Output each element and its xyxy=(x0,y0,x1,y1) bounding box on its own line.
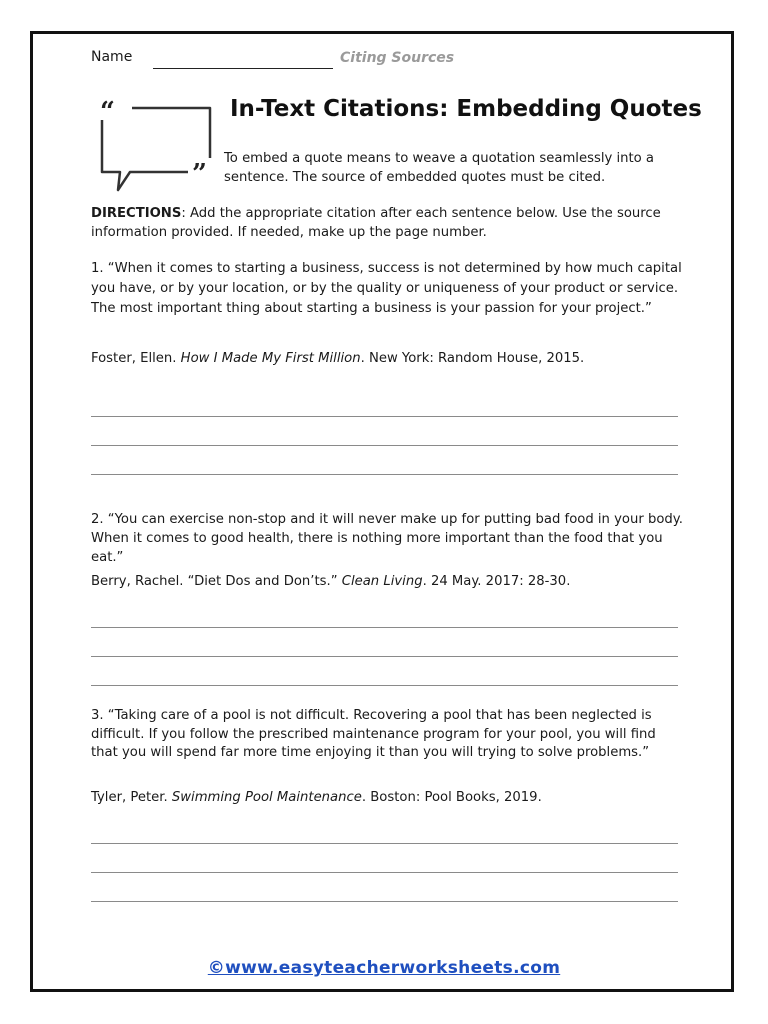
answer-line-2a[interactable] xyxy=(91,627,678,628)
question-3: 3. “Taking care of a pool is not difficult. Recovering a pool that has been neglected is difficult. If you follow the prescribed maintenance program for your pool, you will find that you will spend far more time enjoying it than you will trying to solve problems.” xyxy=(91,708,656,760)
source-3-author: Tyler, Peter. xyxy=(91,790,172,805)
name-blank-line xyxy=(153,68,333,69)
answer-line-1b[interactable] xyxy=(91,445,678,446)
answer-line-3c[interactable] xyxy=(91,901,678,902)
source-1 xyxy=(91,351,584,366)
question-1: 1. “When it comes to starting a business, success is not determined by how much capital you have, or by your location, or by the quality or uniqueness of your product or service. The most important thing about starting a business is your passion for your project.” xyxy=(91,261,682,316)
answer-line-3a[interactable] xyxy=(91,843,678,844)
source-1-title: How I Made My First Million xyxy=(180,351,361,366)
topic-label: Citing Sources xyxy=(340,50,455,66)
source-3 xyxy=(91,790,542,805)
directions-label: DIRECTIONS xyxy=(91,206,182,221)
footer-link[interactable]: ©www.easyteacherworksheets.com xyxy=(207,958,561,978)
answer-line-3b[interactable] xyxy=(91,872,678,873)
source-3-title: Swimming Pool Maintenance xyxy=(171,790,362,805)
answer-line-1a[interactable] xyxy=(91,416,678,417)
quote-bubble-icon xyxy=(96,98,216,194)
answer-line-2c[interactable] xyxy=(91,685,678,686)
source-2-pub: . 24 May. 2017: 28-30. xyxy=(422,574,571,589)
page-title: In-Text Citations: Embedding Quotes xyxy=(230,96,702,122)
answer-line-2b[interactable] xyxy=(91,656,678,657)
name-label: Name xyxy=(91,49,133,65)
source-2-title: Clean Living xyxy=(341,574,423,589)
svg-text:”: ” xyxy=(192,159,207,189)
answer-line-1c[interactable] xyxy=(91,474,678,475)
source-2-author: Berry, Rachel. “Diet Dos and Don’ts.” xyxy=(91,574,342,589)
source-1-pub: . New York: Random House, 2015. xyxy=(360,351,585,366)
question-2: 2. “You can exercise non-stop and it will never make up for putting bad food in your body. When it comes to good health, there is nothing more important than the food that you eat.” xyxy=(91,512,683,565)
directions xyxy=(91,204,681,242)
svg-text:“: “ xyxy=(100,98,115,127)
directions-text: : Add the appropriate citation after each sentence below. Use the source information provided. If needed, make up the page number. xyxy=(91,206,661,240)
intro-text: To embed a quote means to weave a quotation seamlessly into a sentence. The source of embedded quotes must be cited. xyxy=(224,151,655,185)
source-3-pub: . Boston: Pool Books, 2019. xyxy=(361,790,542,805)
source-2 xyxy=(91,574,570,589)
source-1-author: Foster, Ellen. xyxy=(91,351,181,366)
